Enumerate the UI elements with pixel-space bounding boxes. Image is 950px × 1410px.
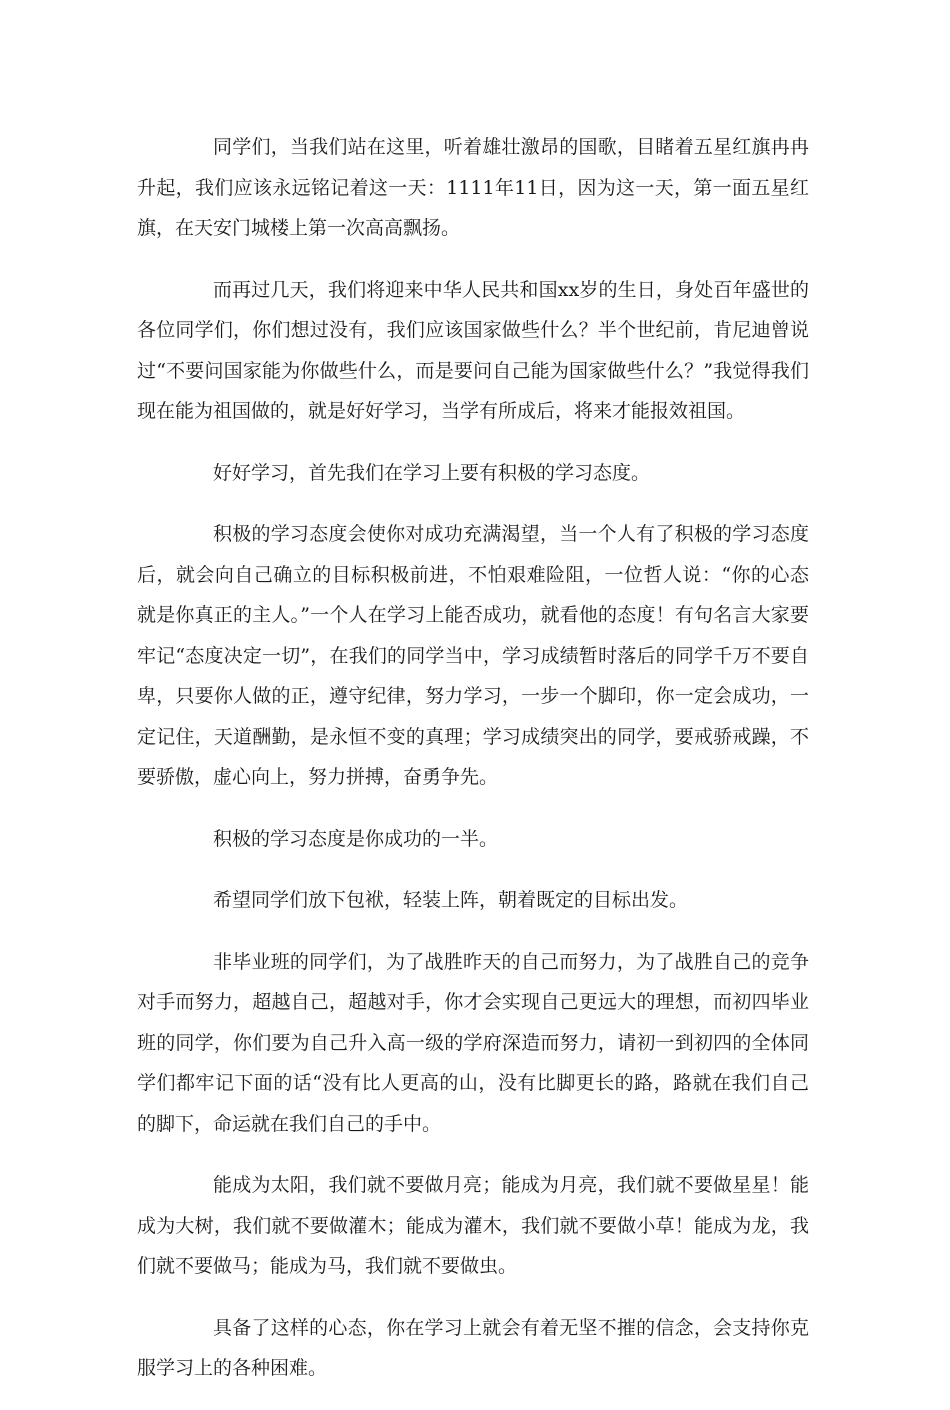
paragraph-9: 具备了这样的心态，你在学习上就会有着无坚不摧的信念，会支持你克服学习上的各种困难。 — [137, 1316, 809, 1379]
paragraph-3: 好好学习，首先我们在学习上要有积极的学习态度。 — [213, 461, 651, 484]
document-body — [137, 127, 809, 1410]
paragraph-6: 希望同学们放下包袱，轻装上阵，朝着既定的目标出发。 — [213, 889, 689, 911]
paragraph-1: 同学们，当我们站在这里，听着雄壮激昂的国歌，目睹着五星红旗冉冉升起，我们应该永远铭记着这一天：1111年11日，因为这一天，第一面五星红旗，在天安门城楼上第一次高高飘扬。 — [137, 136, 809, 239]
paragraph-2: 而再过几天，我们将迎来中华人民共和国xx岁的生日，身处百年盛世的各位同学们，你们想过没有，我们应该国家做些什么？半个世纪前，肯尼迪曾说过“不要问国家能为你做些什么，而是要问自己能为国家做些什么？”我觉得我们现在能为祖国做的，就是好好学习，当学有所成后，将来才能报效祖国。 — [137, 278, 809, 422]
paragraph-8: 能成为太阳，我们就不要做月亮；能成为月亮，我们就不要做星星！能成为大树，我们就不要做灌木；能成为灌木，我们就不要做小草！能成为龙，我们就不要做马；能成为马，我们就不要做虫。 — [137, 1174, 809, 1277]
paragraph-4: 积极的学习态度会使你对成功充满渴望，当一个人有了积极的学习态度后，就会向自己确立的目标积极前进，不怕艰难险阻，一位哲人说：“你的心态就是你真正的主人。”一个人在学习上能否成功，就看他的态度！有句名言大家要牢记“态度决定一切”，在我们的同学当中，学习成绩暂时落后的同学千万不要自卑，只要你人做的正，遵守纪律，努力学习，一步一个脚印，你一定会成功，一定记住，天道酬勤，是永恒不变的真理；学习成绩突出的同学，要戒骄戒躁，不要骄傲，虚心向上，努力拼搏，奋勇争先。 — [137, 523, 809, 788]
paragraph-5: 积极的学习态度是你成功的一半。 — [213, 827, 499, 850]
paragraph-7: 非毕业班的同学们，为了战胜昨天的自己而努力，为了战胜自己的竞争对手而努力，超越自己，超越对手，你才会实现自己更远大的理想，而初四毕业班的同学，你们要为自己升入高一级的学府深造而努力，请初一到初四的全体同学们都牢记下面的话“没有比人更高的山，没有比脚更长的路，路就在我们自己的脚下，命运就在我们自己的手中。 — [137, 950, 809, 1135]
